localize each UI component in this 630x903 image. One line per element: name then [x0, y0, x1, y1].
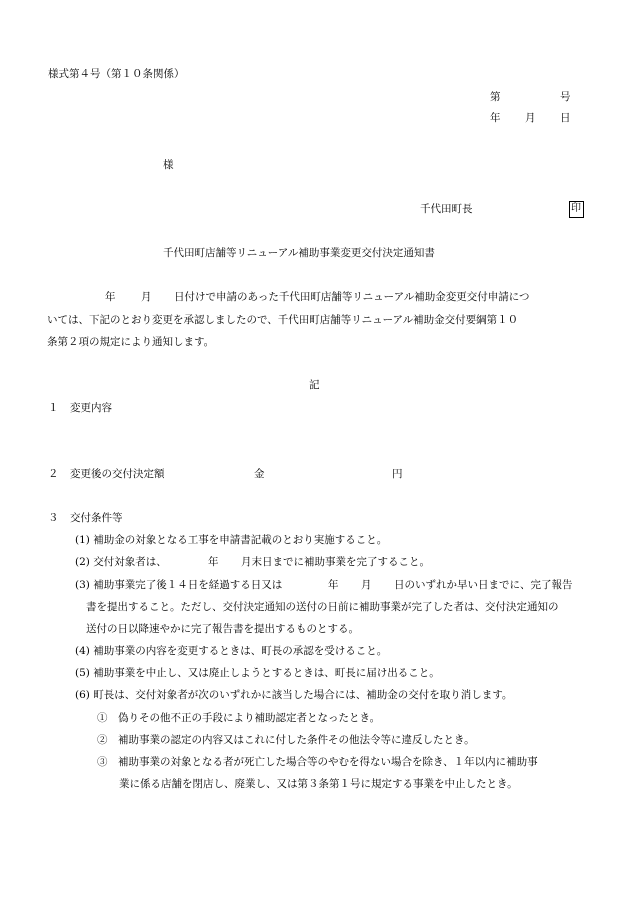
- intro-nen: 年: [105, 291, 116, 303]
- section3-num: ３: [48, 512, 59, 524]
- condition-6: (6) 町長は、交付対象者が次のいずれかに該当した場合には、補助金の交付を取り消します。: [75, 689, 513, 701]
- document-title: 千代田町店舗等リニューアル補助事業変更交付決定通知書: [163, 247, 435, 259]
- intro-tsuki: 月: [141, 291, 152, 303]
- condition-6-1: ① 偽りその他不正の手段により補助認定者となったとき。: [97, 712, 381, 724]
- condition-2-nen: 年: [208, 556, 219, 568]
- intro-line2: いては、下記のとおり変更を承認しましたので、千代田町店舗等リニューアル補助金交付要綱第１０: [47, 314, 519, 326]
- seal-label: 印: [571, 203, 581, 214]
- condition-2-a: (2) 交付対象者は、: [75, 556, 167, 568]
- condition-2-b: 月末日までに補助事業を完了すること。: [241, 556, 430, 568]
- condition-6-2: ② 補助事業の認定の内容又はこれに付した条件その他法令等に違反したとき。: [97, 734, 475, 746]
- condition-3-a: (3) 補助事業完了後１４日を経過する日又は: [75, 579, 283, 591]
- condition-3-nen: 年: [328, 579, 339, 591]
- section1-num: １: [48, 402, 59, 414]
- section3-label: 交付条件等: [70, 512, 123, 524]
- date-tsuki: 月: [525, 112, 536, 124]
- number-go: 号: [560, 91, 571, 103]
- section1-label: 変更内容: [70, 402, 112, 414]
- condition-3-b: 日のいずれか早い日までに、完了報告: [394, 579, 573, 591]
- number-dai: 第: [490, 91, 501, 103]
- section2-kin: 金: [254, 468, 265, 480]
- condition-1: (1) 補助金の対象となる工事を申請書記載のとおり実施すること。: [75, 534, 388, 546]
- ki-label: 記: [309, 379, 320, 391]
- section2-en: 円: [392, 468, 403, 480]
- date-nen: 年: [490, 112, 501, 124]
- condition-3-tsuki: 月: [361, 579, 372, 591]
- section2-num: ２: [48, 468, 59, 480]
- recipient-sama: 様: [163, 159, 174, 171]
- seal-box: [569, 201, 584, 218]
- condition-5: (5) 補助事業を中止し、又は廃止しようとするときは、町長に届け出ること。: [75, 667, 440, 679]
- condition-6-3: ③ 補助事業の対象となる者が死亡した場合等のやむを得ない場合を除き、１年以内に補助事: [97, 756, 538, 768]
- form-label: 様式第４号（第１０条関係）: [48, 68, 185, 80]
- condition-3-line2: 書を提出すること。ただし、交付決定通知の送付の日前に補助事業が完了した者は、交付決定通知の: [86, 601, 559, 613]
- section2-label: 変更後の交付決定額: [70, 468, 165, 480]
- intro-line1: 日付けで申請のあった千代田町店舗等リニューアル補助金変更交付申請につ: [174, 291, 530, 303]
- condition-3-line3: 送付の日以降速やかに完了報告書を提出するものとする。: [86, 623, 359, 635]
- condition-4: (4) 補助事業の内容を変更するときは、町長の承認を受けること。: [75, 645, 388, 657]
- date-hi: 日: [560, 112, 571, 124]
- intro-line3: 条第２項の規定により通知します。: [47, 336, 215, 348]
- condition-6-3-line2: 業に係る店舗を閉店し、廃業し、又は第３条第１号に規定する事業を中止したとき。: [119, 778, 518, 790]
- issuer-name: 千代田町長: [420, 203, 473, 215]
